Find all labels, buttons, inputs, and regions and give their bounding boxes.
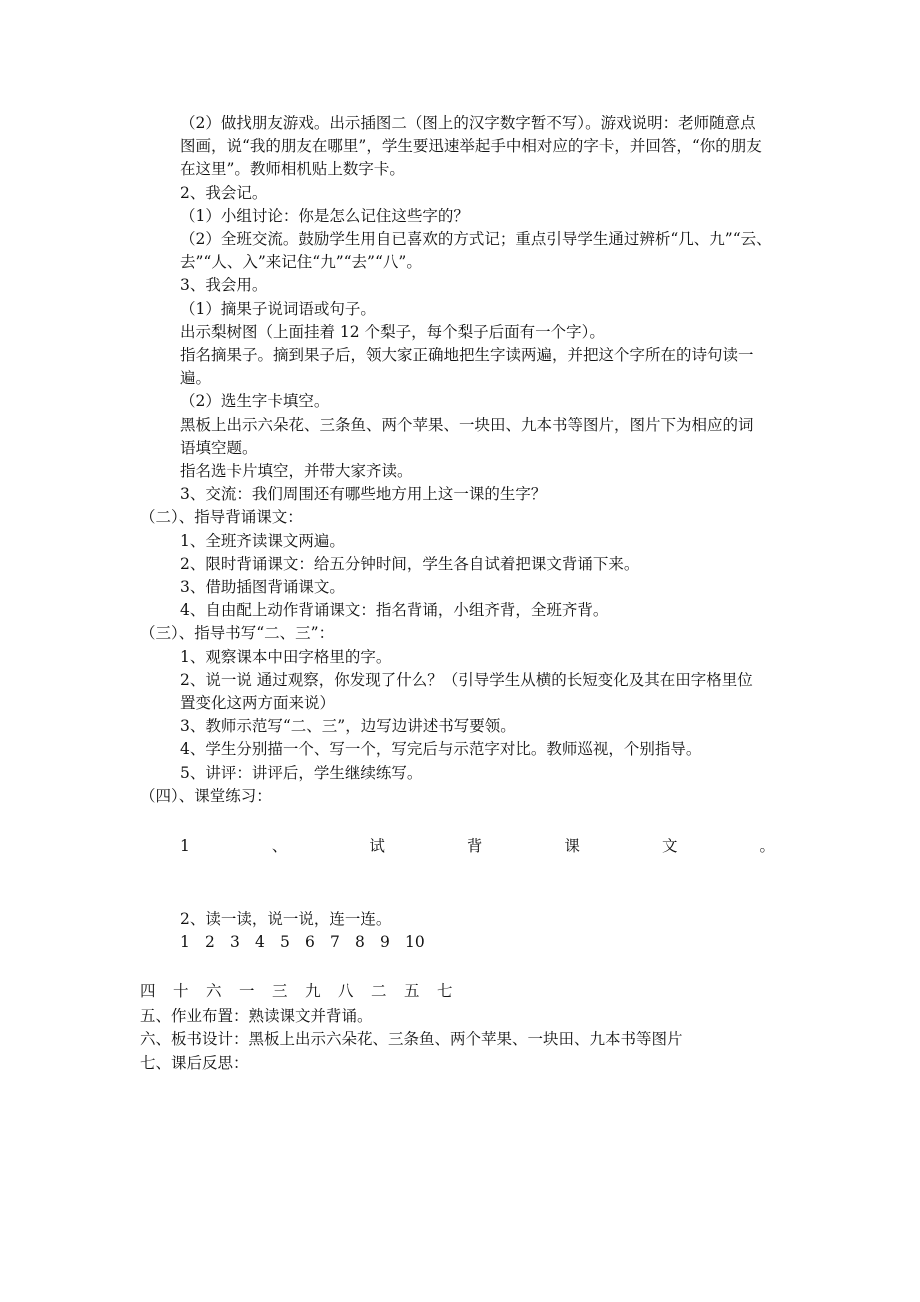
text-line: 指名选卡片填空，并带大家齐读。 [180, 462, 413, 480]
text-line: 语填空题。 [180, 438, 258, 457]
text-line: 指名摘果子。摘到果子后，领大家正确地把生字读两遍，并把这个字所在的诗句读一 [180, 346, 754, 364]
text-line: 4、自由配上动作背诵课文：指名背诵，小组齐背，全班齐背。 [180, 601, 609, 620]
exercise-1-char: 、 [271, 837, 288, 855]
text-line: 4、学生分别描一个、写一个，写完后与示范字对比。教师巡视，个别指导。 [180, 740, 702, 759]
chinese-numeral-item: 五 [404, 982, 420, 1000]
text-line: 5、讲评：讲评后，学生继续练写。 [180, 763, 423, 782]
number-item: 4 [255, 933, 265, 951]
number-item: 8 [355, 933, 365, 951]
text-line: 1、全班齐读课文两遍。 [180, 531, 345, 550]
text-line: 3、教师示范写“二、三”，边写边讲述书写要领。 [180, 717, 516, 736]
number-item: 2 [205, 933, 215, 951]
arabic-number-row [180, 932, 430, 952]
chinese-numeral-row [140, 981, 470, 1001]
section-heading: 五、作业布置：熟读课文并背诵。 [140, 1007, 373, 1025]
text-line: 2、限时背诵课文：给五分钟时间，学生各自试着把课文背诵下来。 [180, 554, 640, 573]
text-line: （1）小组讨论：你是怎么记住这些字的？ [180, 206, 469, 225]
section-heading: 七、课后反思： [140, 1054, 249, 1072]
chinese-numeral-item: 六 [206, 982, 222, 1000]
text-line: 黑板上出示六朵花、三条鱼、两个苹果、一块田、九本书等图片，图片下为相应的词 [180, 415, 754, 434]
section-heading: 六、板书设计：黑板上出示六朵花、三条鱼、两个苹果、一块田、九本书等图片 [140, 1030, 683, 1048]
chinese-numeral-item: 十 [173, 982, 189, 1000]
number-item: 3 [230, 933, 240, 951]
section-heading: （二）、指导背诵课文： [140, 508, 303, 527]
text-line: 2、我会记。 [180, 183, 268, 202]
chinese-numeral-item: 九 [305, 982, 321, 1000]
chinese-numeral-item: 三 [272, 982, 288, 1000]
chinese-numeral-item: 二 [371, 982, 387, 1000]
text-line: （1）摘果子说词语或句子。 [180, 299, 376, 318]
number-item: 10 [405, 933, 425, 951]
section-heading: （四）、课堂练习： [140, 786, 272, 805]
text-line: 3、我会用。 [180, 276, 268, 295]
text-line: （2）选生字卡填空。 [180, 392, 330, 411]
section-heading: （三）、指导书写“二、三”： [140, 624, 335, 643]
exercise-2-line: 2、读一读，说一说，连一连。 [180, 910, 392, 928]
text-line: 置变化这两方面来说） [180, 694, 336, 712]
chinese-numeral-item: 八 [338, 982, 354, 1000]
text-line: 遍。 [180, 369, 212, 388]
text-line: 去”“人、入”来记住“九”“去”“八”。 [180, 253, 422, 272]
text-line: （2）全班交流。鼓励学生用自已喜欢的方式记；重点引导学生通过辨析“几、九”“云、 [180, 230, 772, 248]
number-item: 5 [280, 933, 290, 951]
exercise-1-char: 试 [369, 837, 385, 855]
exercise-1-char: 课 [564, 837, 580, 855]
number-item: 9 [380, 933, 390, 951]
number-item: 7 [330, 933, 340, 951]
text-line: 图画，说“我的朋友在哪里”，学生要迅速举起手中相对应的字卡，并回答，“你的朋友 [180, 137, 762, 156]
number-item: 1 [180, 933, 190, 951]
number-item: 6 [305, 933, 315, 951]
exercise-1-char: 文 [661, 837, 678, 855]
text-line: 1、观察课本中田字格里的字。 [180, 647, 392, 666]
text-line: 出示梨树图（上面挂着 12 个梨子，每个梨子后面有一个字）。 [180, 322, 605, 341]
text-line: 在这里”。教师相机贴上数字卡。 [180, 160, 405, 179]
text-line: 3、借助插图背诵课文。 [180, 578, 345, 596]
text-line: 2、说一说 通过观察，你发现了什么？（引导学生从横的长短变化及其在田字格里位 [180, 670, 753, 689]
chinese-numeral-item: 四 [140, 982, 156, 1000]
exercise-1-char: 。 [759, 837, 775, 855]
text-line: 3、交流：我们周围还有哪些地方用上这一课的生字？ [180, 485, 547, 504]
exercise-1-char: 1 [180, 837, 190, 855]
text-line: （2）做找朋友游戏。出示插图二（图上的汉字数字暂不写）。游戏说明：老师随意点 [180, 114, 756, 132]
exercise-1-char: 背 [466, 837, 483, 855]
chinese-numeral-item: 七 [437, 982, 453, 1000]
chinese-numeral-item: 一 [239, 982, 255, 1000]
exercise-1-line [180, 836, 775, 856]
